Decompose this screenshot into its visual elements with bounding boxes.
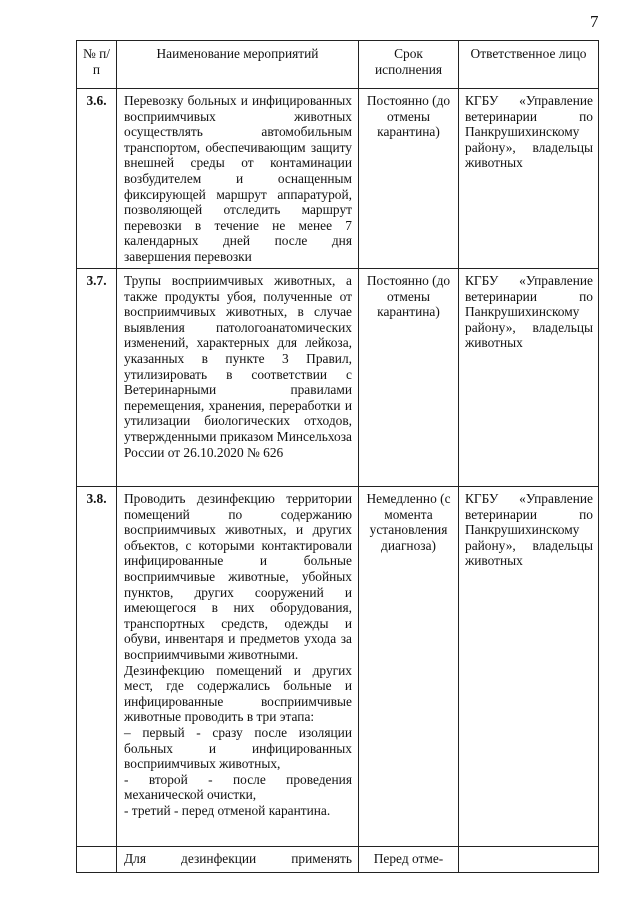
row-desc [117, 487, 359, 847]
row-desc: Трупы восприимчивых животных, а также продукты убоя, полученные от восприимчивых животных, в случае выявления патологоанатомических изменений, характерных для лейкоза, указанных в пункте 3 Правил, утилизировать в соответствии с Ветеринарными правилами перемещения, хранения, переработки и утилизации биологических отходов, утвержденными приказом Минсельхоза России от 26.10.2020 № 626 [117, 269, 359, 487]
desc-list-item: - третий - перед отменой карантина. [124, 802, 331, 818]
header-term: Срок исполнения [359, 41, 459, 89]
row-responsible [459, 847, 599, 873]
row-num [77, 847, 117, 873]
table-row [77, 847, 599, 873]
row-num: 3.7. [77, 269, 117, 487]
page-number: 7 [590, 12, 599, 31]
table-header-row [77, 41, 599, 89]
desc-list-item: – первый - сразу после изоляции больных и инфицированных восприимчивых животных, [124, 724, 352, 772]
header-responsible: Ответственное лицо [459, 41, 599, 89]
row-responsible: КГБУ «Управление ветеринарии по Панкрушихинскому району», владельцы животных [459, 487, 599, 847]
header-num: № п/п [77, 41, 117, 89]
table-row [77, 269, 599, 487]
row-term: Перед отме- [359, 847, 459, 873]
row-num: 3.8. [77, 487, 117, 847]
row-term: Немедленно (с момента установления диагноза) [359, 487, 459, 847]
desc-list-item: - второй - после проведения механической очистки, [124, 771, 352, 803]
table-row [77, 487, 599, 847]
desc-paragraph: Дезинфекцию помещений и других мест, где содержались больные и инфицированные восприимчивые животные проводить в три этапа: [124, 662, 352, 725]
desc-partial: Для дезинфекции применять [124, 851, 352, 866]
row-term: Постоянно (до отмены карантина) [359, 269, 459, 487]
header-name: Наименование мероприятий [117, 41, 359, 89]
row-num: 3.6. [77, 89, 117, 269]
row-responsible: КГБУ «Управление ветеринарии по Панкрушихинскому району», владельцы животных [459, 89, 599, 269]
row-desc: Перевозку больных и инфицированных восприимчивых животных осуществлять автомобильным транспортом, обеспечивающим защиту внешней среды от контаминации возбудителем и оснащенным фиксирующей маршрут аппаратурой, позволяющей отследить маршрут перевозки в течение не менее 7 календарных дней после дня завершения перевозки [117, 89, 359, 269]
desc-paragraph: Проводить дезинфекцию территории помещений по содержанию восприимчивых животных, и других объектов, с которыми контактировали инфицированные и больные восприимчивые животные, убойных пунктов, других сооружений и имеющегося в них оборудования, транспортных средств, одежды и обуви, инвентаря и предметов ухода за восприимчивыми животными. [124, 491, 352, 662]
measures-table [76, 40, 599, 873]
row-responsible: КГБУ «Управление ветеринарии по Панкрушихинскому району», владельцы животных [459, 269, 599, 487]
row-desc [117, 847, 359, 873]
row-term: Постоянно (до отмены карантина) [359, 89, 459, 269]
table-row [77, 89, 599, 269]
